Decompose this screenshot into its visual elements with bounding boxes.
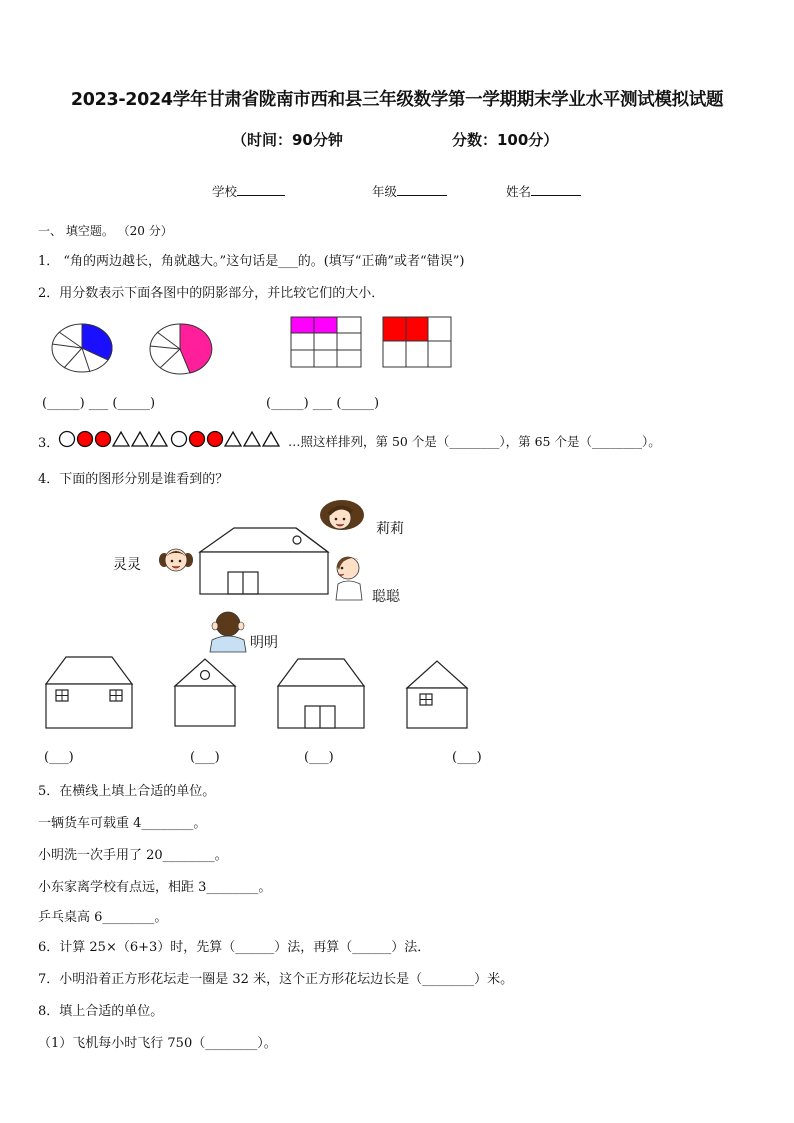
girl-lili-icon [318,498,366,536]
name-field[interactable] [506,182,581,200]
boy-mingming-icon [208,606,248,652]
grade-label: 年级 [372,184,398,199]
q4-answer-4[interactable]: (___) [452,750,482,765]
girl-lingling-icon [158,542,194,578]
pie-figure-blue [50,322,114,374]
question-8: 8．填上合适的单位。 [38,1004,164,1019]
name-lingling: 灵灵 [113,557,141,573]
question-3: …照这样排列，第 50 个是（________），第 65 个是（________）。 [288,434,661,449]
shape-sequence [58,430,288,448]
q4-answer-2[interactable]: (___) [190,750,220,765]
school-field[interactable] [212,182,285,200]
question-5: 5．在横线上填上合适的单位。 [38,784,216,799]
house-view-2 [172,656,238,728]
grade-field[interactable] [372,182,447,200]
question-1: 1． “角的两边越长，角就越大。”这句话是___的。(填写“正确”或者“错误”) [38,254,465,269]
pie-figure-pink [148,322,212,376]
q5-item-3[interactable]: 小东家离学校有点远，相距 3________。 [38,880,272,895]
q3-number: 3． [38,436,60,451]
name-mingming: 明明 [250,635,278,651]
q4-answer-3[interactable]: (___) [304,750,334,765]
name-label: 姓名 [506,184,532,199]
name-lili: 莉莉 [376,521,404,537]
q5-item-1[interactable]: 一辆货车可载重 4________。 [38,816,207,831]
boy-congcong-icon [332,548,364,600]
house-view-4 [404,658,470,730]
name-congcong: 聪聪 [372,589,400,605]
question-6[interactable]: 6．计算 25×（6+3）时，先算（______）法，再算（______）法． [38,940,431,955]
page-title: 2023-2024学年甘肃省陇南市西和县三年级数学第一学期期末学业水平测试模拟试题 [70,90,724,110]
score-info: 分数：100分） [452,131,559,149]
q5-item-4[interactable]: 乒乓桌高 6________。 [38,910,168,925]
question-4: 4．下面的图形分别是谁看到的？ [38,472,229,487]
grid-figure-magenta [290,316,362,368]
q8-item-1[interactable]: （1）飞机每小时飞行 750（________）。 [38,1036,277,1051]
question-7[interactable]: 7．小明沿着正方形花坛走一圈是 32 米，这个正方形花坛边长是（________）米。 [38,972,514,987]
section-heading: 一、 填空题。 （20 分） [38,224,173,238]
school-label: 学校 [212,184,238,199]
grid-figure-red [382,316,452,368]
house-view-1 [44,654,134,730]
house-scene [196,524,336,596]
time-info: （时间：90分钟 [232,131,343,149]
q5-item-2[interactable]: 小明洗一次手用了 20________。 [38,848,228,863]
q2-compare-right[interactable]: (_____) ___ (_____) [266,396,380,411]
q4-answer-1[interactable]: (___) [44,750,74,765]
house-view-3 [276,656,366,730]
q2-compare-left[interactable]: (_____) ___ (_____) [42,396,156,411]
question-2: 2．用分数表示下面各图中的阴影部分，并比较它们的大小． [38,286,385,301]
